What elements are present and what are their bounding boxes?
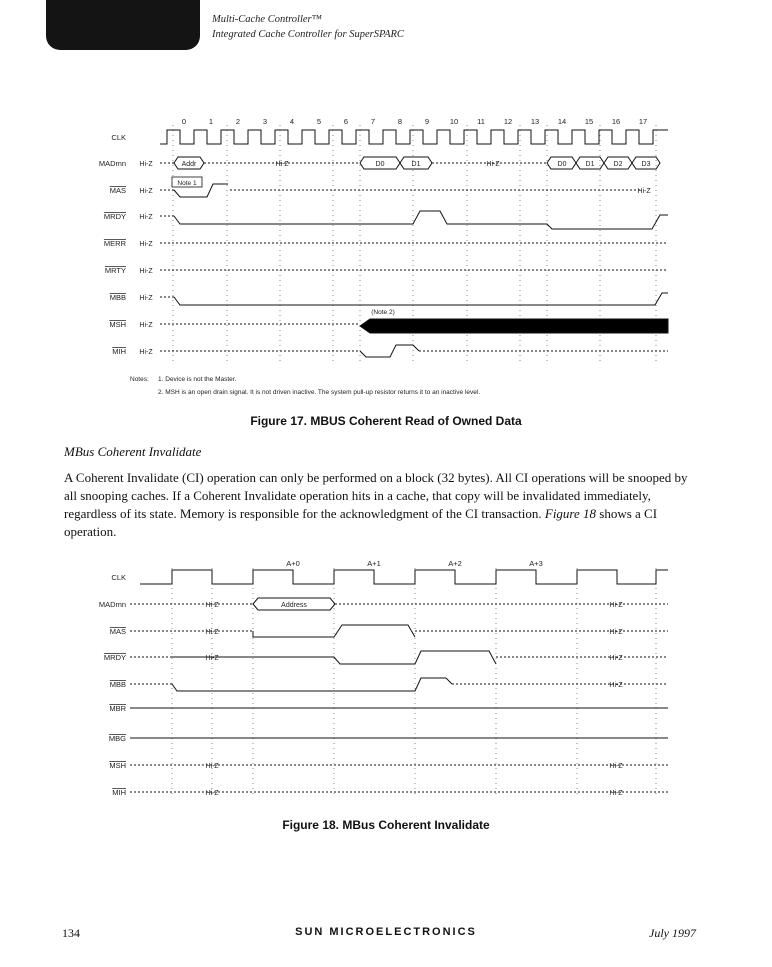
fig17-label-merr: MERR — [103, 239, 126, 248]
fig17-hiz-mas: Hi-Z — [139, 188, 153, 195]
fig17-cycle-2: 2 — [235, 117, 241, 126]
fig17-data-d0: D0 — [375, 161, 385, 168]
fig17-data-d1b: D1 — [585, 161, 595, 168]
fig17-cycle-9: 9 — [424, 117, 430, 126]
fig18-hiz-mas: Hi-Z — [205, 629, 219, 636]
fig18-hiz-mrdy-end: Hi-Z — [609, 655, 623, 662]
fig18-hiz-mih: Hi-Z — [205, 790, 219, 797]
header-tab — [46, 0, 200, 50]
fig17-hiz-mrdy: Hi-Z — [139, 214, 153, 221]
fig17-hiz-madmn-mid: Hi-Z — [275, 161, 289, 168]
fig18-label-clk: CLK — [111, 573, 126, 582]
fig17-data-d1: D1 — [411, 161, 421, 168]
fig17-hiz-mih: Hi-Z — [139, 349, 153, 356]
fig17-cycle-13: 13 — [530, 117, 540, 126]
fig17-hiz-madmn: Hi-Z — [139, 161, 153, 168]
footer-date: July 1997 — [649, 926, 696, 940]
fig17-cycle-16: 16 — [611, 117, 621, 126]
fig17-hiz-mas-end: Hi-Z — [637, 188, 651, 195]
fig17-note-2-text: 2. MSH is an open drain signal. It is not driven inactive. The system pull-up resistor returns it to an inactive level. — [158, 389, 481, 396]
figure-18-timing-diagram — [0, 558, 772, 803]
figure-18-caption: Figure 18. MBus Coherent Invalidate — [282, 818, 490, 832]
figure-17-timing-diagram — [0, 115, 772, 395]
fig17-label-clk: CLK — [111, 133, 126, 142]
fig17-cycle-0: 0 — [181, 117, 187, 126]
fig18-address: Address — [281, 602, 307, 609]
fig18-hiz-mbb-end: Hi-Z — [609, 682, 623, 689]
fig18-cycle-a3: A+3 — [529, 559, 543, 568]
fig18-hiz-msh-end: Hi-Z — [609, 763, 623, 770]
fig17-label-mas: MAS — [109, 186, 126, 195]
paragraph-figure-ref: Figure 18 — [544, 506, 597, 521]
figure-17-caption: Figure 17. MBUS Coherent Read of Owned Data — [250, 414, 522, 428]
fig18-cycle-a0: A+0 — [286, 559, 300, 568]
fig17-note2: (Note 2) — [371, 309, 395, 316]
fig18-hiz-mih-end: Hi-Z — [609, 790, 623, 797]
header-subtitle: Integrated Cache Controller for SuperSPARC — [212, 29, 404, 40]
fig18-label-mbb: MBB — [109, 680, 126, 689]
fig17-hiz-madmn-mid2: Hi-Z — [486, 161, 500, 168]
fig17-hiz-msh: Hi-Z — [139, 322, 153, 329]
section-heading: MBus Coherent Invalidate — [64, 444, 202, 459]
fig17-cycle-12: 12 — [503, 117, 513, 126]
fig17-cycle-11: 11 — [477, 117, 485, 126]
fig17-cycle-8: 8 — [397, 117, 403, 126]
fig18-label-mbr: MBR — [109, 704, 126, 713]
fig17-hiz-mrty: Hi-Z — [139, 268, 153, 275]
fig18-label-msh: MSH — [109, 761, 126, 770]
page-number: 134 — [62, 926, 80, 940]
fig17-cycle-5: 5 — [316, 117, 322, 126]
fig18-hiz-madmn: Hi-Z — [205, 602, 219, 609]
fig17-hiz-merr: Hi-Z — [139, 241, 153, 248]
fig17-cycle-1: 1 — [208, 117, 214, 126]
fig17-hiz-mbb: Hi-Z — [139, 295, 153, 302]
fig17-cycle-14: 14 — [557, 117, 567, 126]
fig18-label-mas: MAS — [109, 627, 126, 636]
fig17-data-d2: D2 — [613, 161, 623, 168]
fig18-cycle-a1: A+1 — [367, 559, 381, 568]
fig17-data-d0b: D0 — [557, 161, 567, 168]
fig17-cycle-7: 7 — [370, 117, 376, 126]
fig17-cycle-6: 6 — [343, 117, 349, 126]
fig18-label-mbg: MBG — [108, 734, 126, 743]
fig17-cycle-10: 10 — [449, 117, 459, 126]
fig17-label-mih: MIH — [112, 347, 126, 356]
fig17-cycle-17: 17 — [638, 117, 648, 126]
footer-company: SUN MICROELECTRONICS — [295, 926, 477, 938]
fig17-note-1-text: 1. Device is not the Master. — [158, 376, 237, 383]
fig17-label-mrty: MRTY — [104, 266, 126, 275]
fig18-hiz-mas-end: Hi-Z — [609, 629, 623, 636]
fig18-hiz-mrdy: Hi-Z — [205, 655, 219, 662]
fig17-notes-label: Notes: — [130, 376, 149, 383]
paragraph-main: A Coherent Invalidate (CI) operation can only be performed on a block (32 bytes). All CI operations will be snooped by all snooping caches. If a Coherent Invalidate operation hits in a cache, that copy will be invalidated immediately, regardless of its state. Memory is responsible for the acknowledgment of the CI transaction. — [64, 470, 688, 521]
fig17-cycle-15: 15 — [584, 117, 594, 126]
fig18-label-mih: MIH — [112, 788, 126, 797]
fig17-cycle-3: 3 — [262, 117, 268, 126]
fig17-label-msh: MSH — [109, 320, 126, 329]
fig17-label-mbb: MBB — [109, 293, 126, 302]
fig17-label-mrdy: MRDY — [103, 212, 126, 221]
fig18-cycle-a2: A+2 — [448, 559, 462, 568]
fig17-addr: Addr — [181, 161, 197, 168]
fig18-label-mrdy: MRDY — [103, 653, 126, 662]
fig18-label-madmn: MADmn — [98, 600, 126, 609]
fig18-hiz-madmn-end: Hi-Z — [609, 602, 623, 609]
fig17-cycle-4: 4 — [289, 117, 295, 126]
header-title: Multi-Cache Controller™ — [212, 14, 322, 25]
fig17-data-d3: D3 — [641, 161, 651, 168]
paragraph-tail: shows a CI operation. — [64, 506, 658, 539]
fig17-note1: Note 1 — [177, 180, 197, 187]
fig18-hiz-msh: Hi-Z — [205, 763, 219, 770]
section-paragraph — [64, 469, 700, 541]
fig17-label-madmn: MADmn — [98, 159, 126, 168]
